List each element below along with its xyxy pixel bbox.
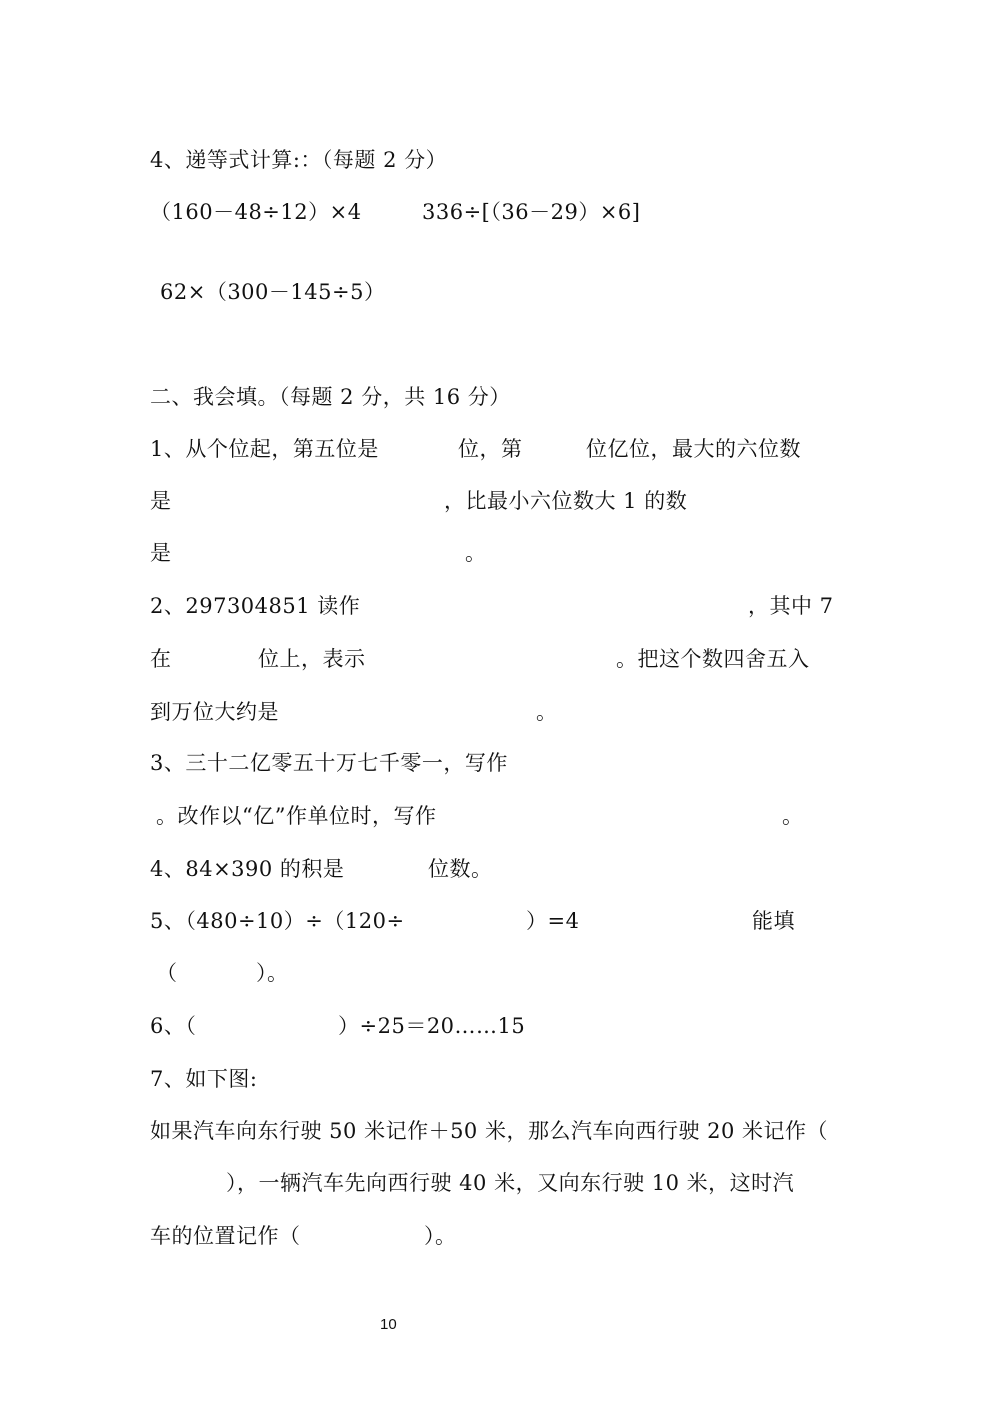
q6-part1: 6、（ (150, 1014, 197, 1038)
q1-line2-part2: ，比最小六位数大 1 的数 (444, 489, 688, 513)
q1-line1-part3: 位亿位，最大的六位数 (586, 437, 801, 461)
q2-line3-part2: 。 (536, 700, 558, 724)
expression-b: 336÷[（36－29）×6] (422, 200, 641, 224)
q1-line3-part1: 是 (150, 541, 172, 565)
q6-part2: ）÷25＝20……15 (338, 1014, 526, 1038)
q5-line2-part1: （ (156, 961, 178, 985)
q1-line1-part2: 位，第 (458, 437, 523, 461)
q7-heading: 7、如下图: (150, 1067, 258, 1091)
q7-line3-part2: ）。 (424, 1224, 457, 1248)
expression-c: 62×（300－145÷5） (160, 280, 386, 304)
q5-line2-part2: ）。 (256, 961, 289, 985)
page-number: 10 (380, 1316, 397, 1333)
q2-line2-part1: 在 (150, 647, 172, 671)
q4-part2: 位数。 (428, 857, 493, 881)
q7-line2: ），一辆汽车先向西行驶 40 米，又向东行驶 10 米，这时汽 (226, 1171, 795, 1195)
q1-line2-part1: 是 (150, 489, 172, 513)
q5-part3: 能填 (752, 909, 795, 933)
q5-part2: ）=4 (526, 909, 580, 933)
q1-line1-part1: 1、从个位起，第五位是 (150, 437, 379, 461)
q3-line2-part2: 。 (782, 804, 804, 828)
q3-line2-part1: 。改作以“亿”作单位时，写作 (156, 804, 437, 828)
section-two-title: 二、我会填。（每题 2 分，共 16 分） (150, 385, 511, 409)
q7-line3-part1: 车的位置记作（ (150, 1224, 301, 1248)
q5-part1: 5、（480÷10）÷（120÷ (150, 909, 405, 933)
q2-line1-part2: ，其中 7 (748, 594, 834, 618)
q2-line3-part1: 到万位大约是 (150, 700, 279, 724)
item4-heading: 4、递等式计算:：（每题 2 分） (150, 148, 448, 172)
q2-line2-part2: 位上，表示 (258, 647, 366, 671)
q1-line3-part2: 。 (465, 541, 487, 565)
expression-a: （160－48÷12）×4 (150, 200, 362, 224)
q2-line1-part1: 2、297304851 读作 (150, 594, 361, 618)
q2-line2-part3: 。把这个数四舍五入 (616, 647, 810, 671)
q3-line1: 3、三十二亿零五十万七千零一，写作 (150, 751, 508, 775)
q4-part1: 4、84×390 的积是 (150, 857, 345, 881)
q7-line1: 如果汽车向东行驶 50 米记作＋50 米，那么汽车向西行驶 20 米记作（ (150, 1119, 829, 1143)
